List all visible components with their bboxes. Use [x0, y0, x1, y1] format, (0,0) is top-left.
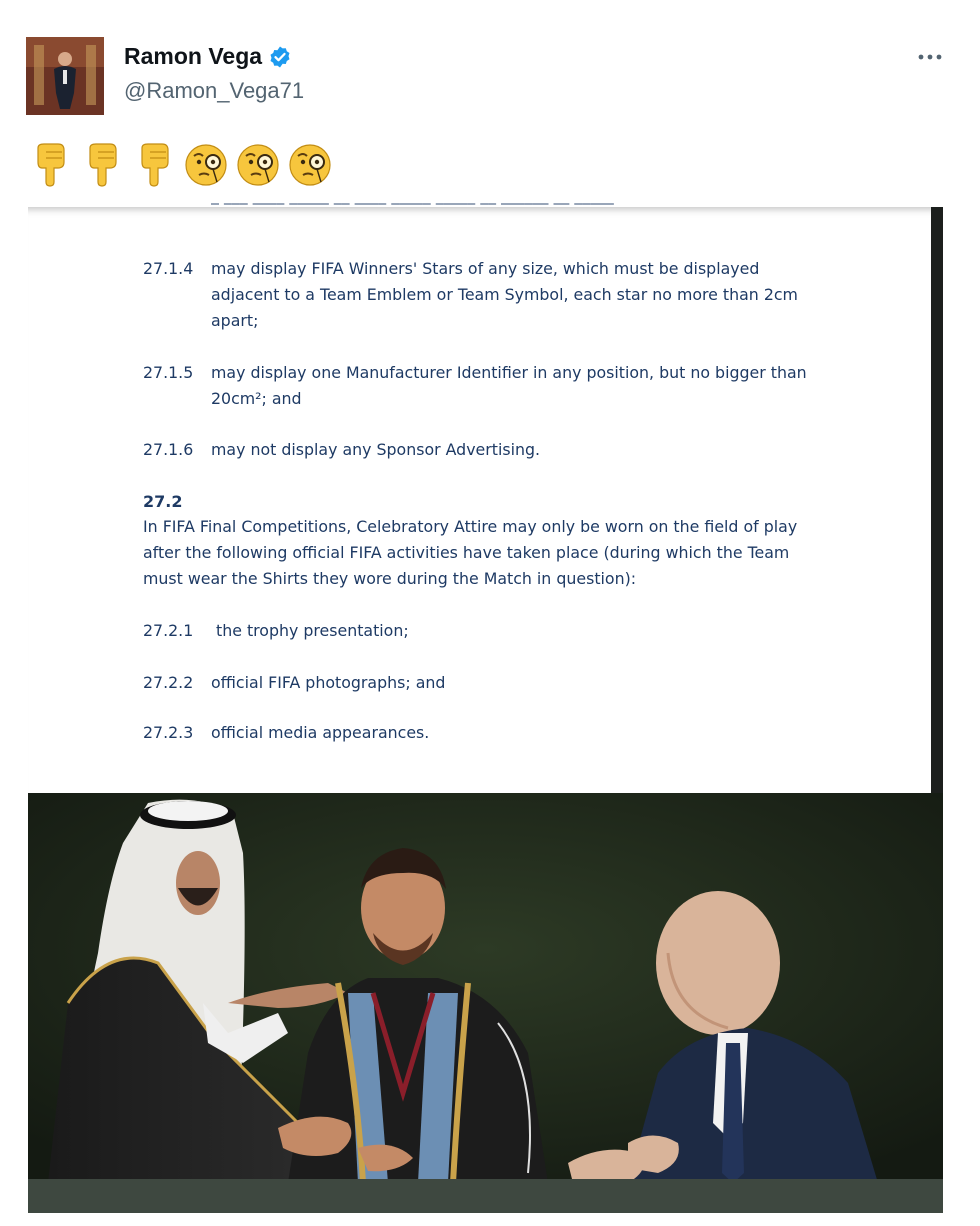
clause-text: the trophy presentation;	[216, 621, 409, 640]
tweet-text-emojis	[28, 142, 332, 188]
verified-badge-icon	[268, 45, 292, 69]
clause-number: 27.1.4	[143, 259, 194, 278]
pointing-down-hand-icon	[80, 142, 124, 188]
avatar[interactable]	[26, 37, 104, 115]
document-edge	[931, 207, 943, 793]
section-body: In FIFA Final Competitions, Celebratory Attire may only be worn on the field of play after the following official FIFA activities have taken place (during which the Team must wear the Shirts they wore during the Match in question):	[143, 517, 798, 588]
author-display-name[interactable]: Ramon Vega	[124, 43, 263, 69]
face-with-monocle-icon	[184, 142, 228, 188]
pointing-down-hand-icon	[132, 142, 176, 188]
clause-number: 27.1.6	[143, 440, 194, 459]
clause-number: 27.1.5	[143, 363, 194, 382]
trophy-ceremony-photo	[28, 793, 943, 1183]
pointing-down-hand-icon	[28, 142, 72, 188]
face-with-monocle-icon	[288, 142, 332, 188]
clause-text: may not display any Sponsor Advertising.	[211, 440, 541, 459]
clause-text: official media appearances.	[211, 723, 430, 742]
section-heading: 27.2	[143, 492, 183, 511]
more-options-button[interactable]	[912, 42, 948, 72]
cropped-text-line: ⎯ ⎯⎯⎯ ⎯⎯⎯⎯ ⎯⎯⎯⎯⎯ ⎯⎯ ⎯⎯⎯⎯ ⎯⎯⎯⎯⎯ ⎯⎯⎯⎯⎯ ⎯⎯ ⎯⎯⎯⎯⎯⎯ ⎯⎯ ⎯⎯⎯⎯⎯	[211, 193, 614, 212]
author-name-row[interactable]	[124, 43, 292, 70]
tweet-media[interactable]	[28, 193, 943, 1213]
clause-number: 27.2.1	[143, 621, 194, 640]
clause-text: official FIFA photographs; and	[211, 673, 446, 692]
clause-number: 27.2.3	[143, 723, 194, 742]
face-with-monocle-icon	[236, 142, 280, 188]
more-horizontal-icon	[917, 48, 943, 66]
clause-number: 27.2.2	[143, 673, 194, 692]
media-footer-bar	[28, 1179, 943, 1213]
clause-text: may display one Manufacturer Identifier in any position, but no bigger than 20cm²; and	[211, 363, 807, 408]
clause-text: may display FIFA Winners' Stars of any size, which must be displayed adjacent to a Team Emblem or Team Symbol, each star no more than 2cm apart;	[211, 259, 798, 330]
author-handle[interactable]: @Ramon_Vega71	[124, 78, 305, 103]
document-screenshot	[28, 193, 931, 793]
